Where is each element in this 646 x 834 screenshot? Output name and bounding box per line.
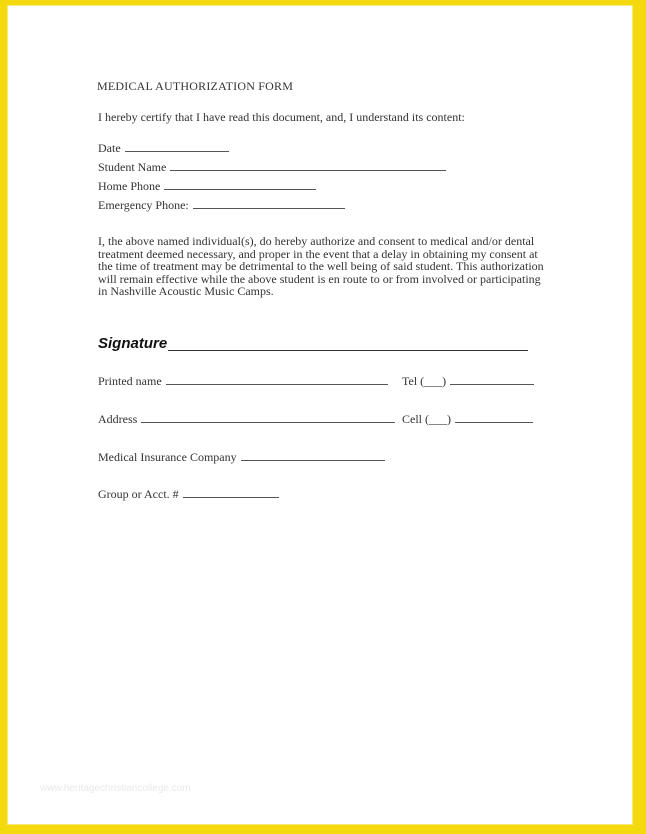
insurance-label: Medical Insurance Company [98, 450, 237, 464]
insurance-field [98, 450, 385, 465]
signature-label: Signature [98, 335, 168, 352]
cell-field [402, 412, 533, 427]
address-field [98, 412, 395, 427]
emergency-phone-label: Emergency Phone: [98, 198, 189, 212]
printed-name-line[interactable] [166, 374, 388, 385]
cell-line[interactable] [455, 412, 533, 423]
tel-line[interactable] [450, 374, 534, 385]
home-phone-label: Home Phone [98, 179, 161, 193]
insurance-line[interactable] [241, 450, 385, 461]
date-label: Date [98, 141, 121, 155]
date-field [98, 141, 229, 156]
group-acct-field [98, 487, 279, 502]
group-acct-line[interactable] [183, 487, 279, 498]
home-phone-field [98, 179, 316, 194]
form-title: MEDICAL AUTHORIZATION FORM [97, 79, 294, 93]
watermark: www.heritagechristiancollege.com [40, 783, 191, 794]
address-line[interactable] [141, 412, 395, 423]
cell-label: Cell (___) [402, 412, 451, 426]
date-line[interactable] [125, 141, 229, 152]
tel-field [402, 374, 534, 389]
certify-statement: I hereby certify that I have read this document, and, I understand its content: [98, 110, 465, 124]
home-phone-line[interactable] [164, 179, 316, 190]
student-name-label: Student Name [98, 160, 167, 174]
student-name-field [98, 160, 446, 175]
tel-label: Tel (___) [402, 374, 447, 388]
student-name-line[interactable] [170, 160, 446, 171]
printed-name-field [98, 374, 388, 389]
authorization-paragraph: I, the above named individual(s), do hereby authorize and consent to medical and/or dental treatment deemed necessary, and proper in the event that a delay in obtaining my consent at the time of treatment may be detrimental to the well being of said student. This authorization will remain effective while the above student is en route to or from involved or participating in Nashville Acoustic Music Camps. [98, 234, 544, 298]
emergency-phone-line[interactable] [193, 198, 345, 209]
address-label: Address [98, 412, 138, 426]
signature-line[interactable] [168, 350, 528, 351]
emergency-phone-field [98, 198, 345, 213]
group-acct-label: Group or Acct. # [98, 487, 179, 501]
printed-name-label: Printed name [98, 374, 162, 388]
